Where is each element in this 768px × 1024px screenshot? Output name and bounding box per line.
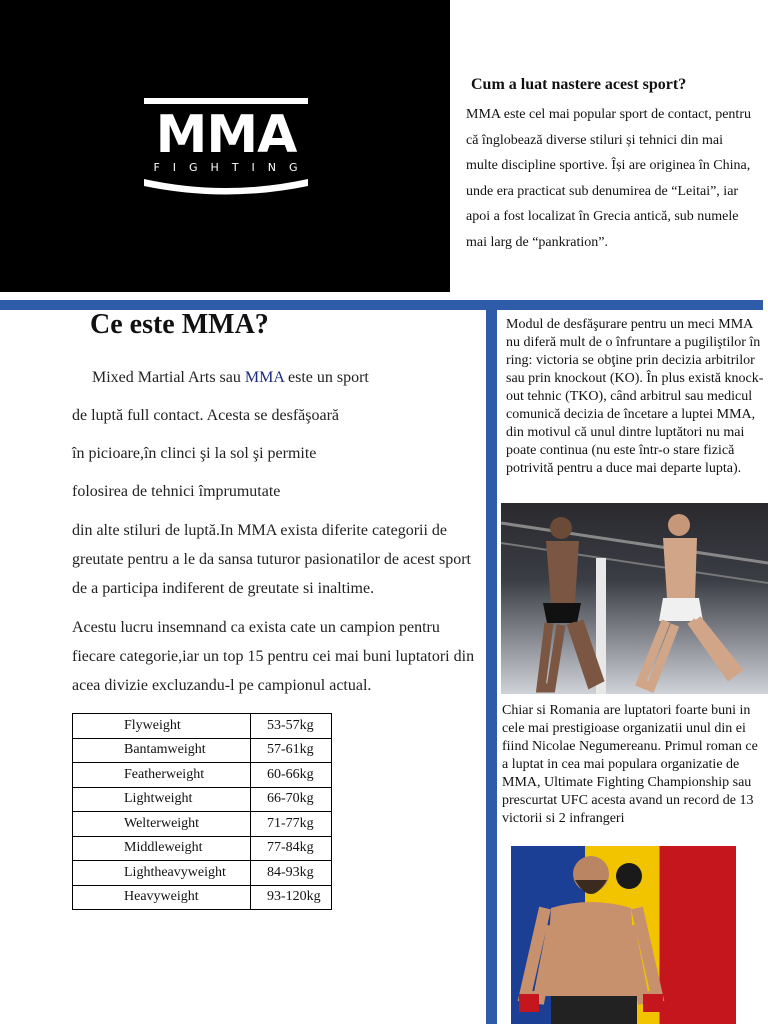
weight-class-table (72, 713, 332, 910)
weight-range: 66-70kg (251, 787, 332, 812)
logo-block (0, 0, 450, 292)
page-title: Ce este MMA? (90, 309, 269, 340)
weight-range: 93-120kg (251, 885, 332, 910)
intro-highlight: MMA (244, 369, 284, 386)
intro-line: folosirea de tehnici împrumutate (72, 483, 281, 500)
intro-line: de luptă full contact. Acesta se desfăşoară (72, 407, 339, 424)
weight-range: 60-66kg (251, 763, 332, 788)
origin-text: MMA este cel mai popular sport de contact, pentru că înglobează diverse stiluri și tehnici din mai multe discipline sportive. Își are originea în China, unde era practicat sub denumirea de “Leitai”, iar apoi a fost localizat în Grecia antică, sub numele mai larg de “pankration”. (466, 107, 751, 250)
weight-name: Heavyweight (73, 885, 251, 910)
fight-photo (501, 503, 768, 694)
weight-name: Middleweight (73, 836, 251, 861)
weight-name: Featherweight (73, 763, 251, 788)
weight-range: 71-77kg (251, 812, 332, 837)
table-row (73, 836, 332, 861)
table-row (73, 861, 332, 886)
weight-name: Welterweight (73, 812, 251, 837)
romania-fighter-text: Chiar si Romania are luptatori foarte buni in cele mai prestigioase organizatii unul din ei fiind Nicolae Negumereanu. Primul roman ce a luptat in cea mai populara organizatie de MMA, Ultimate Fighting Championship sau prescurtat UFC acesta avand un record de 13 victorii si 2 infrangeri (502, 703, 758, 826)
mma-logo (142, 97, 310, 195)
paragraph-categories: din alte stiluri de luptă.In MMA exista diferite categorii de greutate pentru a le da sansa tuturor pasionatilor de acest sport de a participa indiferent de greutate si inaltime. (72, 522, 471, 597)
origin-heading: Cum a luat nastere acest sport? (471, 76, 687, 93)
table-row (73, 714, 332, 739)
logo-subtitle: FIGHTING (153, 161, 311, 174)
weight-range: 53-57kg (251, 714, 332, 739)
weight-name: Lightheavyweight (73, 861, 251, 886)
table-row (73, 812, 332, 837)
fighters-illustration-icon (501, 503, 768, 694)
intro-line: în picioare,în clinci şi la sol şi permite (72, 445, 317, 462)
blue-divider-vertical (486, 300, 497, 1024)
table-row (73, 738, 332, 763)
logo-word: MMA (155, 105, 297, 165)
weight-name: Bantamweight (73, 738, 251, 763)
weight-range: 77-84kg (251, 836, 332, 861)
fighter-photo (511, 846, 736, 1024)
table-row (73, 763, 332, 788)
weight-name: Flyweight (73, 714, 251, 739)
match-rules-text: Modul de desfăşurare pentru un meci MMA nu diferă mult de o înfruntare a pugiliştilor în ring: victoria se obţine prin decizia arbitrilor sau prin knockout (KO). În plus există knock-out tehnic (TKO), când arbitrul sau medicul comunică decizia de încetare a luptei MMA, din motivul că unul dintre luptători nu mai poate continua (nu este într-o stare fizică potrivită pentru a duce mai departe lupta). (506, 317, 764, 476)
intro-line (92, 369, 369, 387)
intro-text: Mixed Martial Arts sau (92, 369, 245, 386)
fighter-portrait-icon (511, 846, 736, 1024)
paragraph-champions: Acestu lucru insemnand ca exista cate un campion pentru fiecare categorie,iar un top 15 pentru cei mai buni luptatori din acea divizie excluzandu-l pe campionul actual. (72, 619, 475, 694)
table-row (73, 787, 332, 812)
weight-range: 57-61kg (251, 738, 332, 763)
intro-text: este un sport (284, 369, 369, 386)
table-row (73, 885, 332, 910)
weight-range: 84-93kg (251, 861, 332, 886)
weight-name: Lightweight (73, 787, 251, 812)
